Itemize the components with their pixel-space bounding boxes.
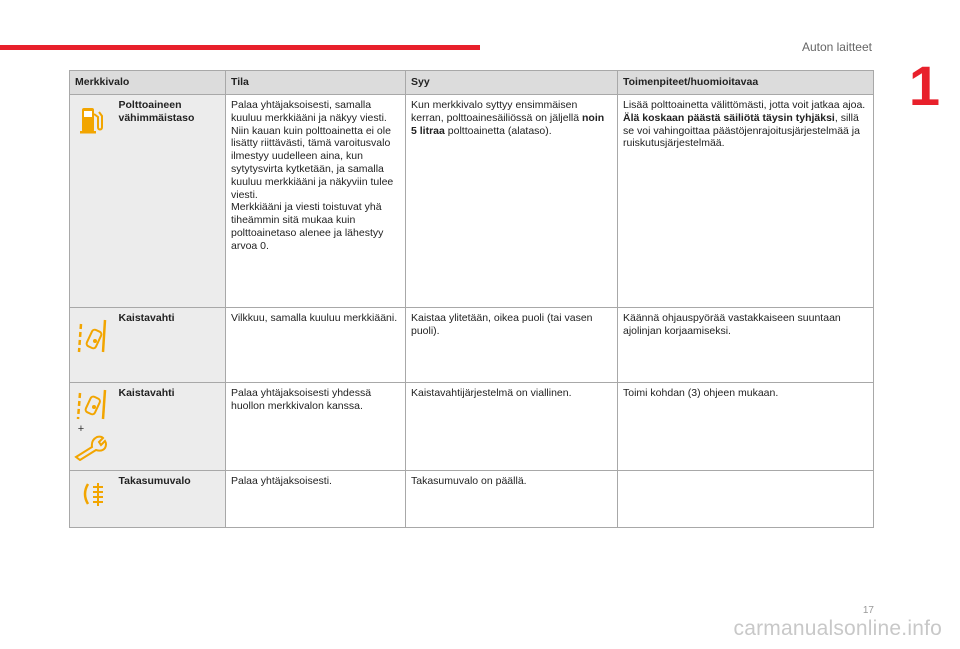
chapter-number: 1 [908, 54, 940, 117]
plus-sign: + [77, 423, 85, 435]
table-header-row [70, 71, 874, 95]
table-row [70, 308, 874, 383]
section-title: Auton laitteet [801, 40, 872, 54]
fuel-pump-icon [79, 105, 105, 139]
cause-cell [406, 95, 618, 308]
table-row [70, 471, 874, 528]
column-header-syy: Syy [406, 71, 618, 95]
cause-cell: Takasumuvalo on päällä. [406, 471, 618, 528]
cause-text-end: polttoainetta (alataso). [444, 124, 552, 137]
warning-lights-table [69, 70, 874, 528]
lane-departure-icon [76, 318, 108, 360]
lane-departure-service-icon [74, 389, 110, 465]
cause-bold-text: noin 5 litraa [411, 111, 605, 137]
state-cell: Palaa yhtäjaksoisesti yhdessä huollon merkkivalon kanssa. [226, 383, 406, 471]
action-text: Lisää polttoainetta välittömästi, jotta voit jatkaa ajoa. [623, 99, 866, 111]
action-cell [618, 471, 874, 528]
red-header-bar [0, 45, 480, 50]
state-cell: Palaa yhtäjaksoisesti. [226, 471, 406, 528]
action-cell: Käännä ohjauspyörää vastakkaiseen suuntaan ajolinjan korjaamiseksi. [618, 308, 874, 383]
light-name: Polttoaineen vähimmäistaso [114, 95, 226, 308]
icon-cell [70, 95, 114, 308]
column-header-tila: Tila [226, 71, 406, 95]
cause-cell: Kaistavahtijärjestelmä on viallinen. [406, 383, 618, 471]
action-cell: Toimi kohdan (3) ohjeen mukaan. [618, 383, 874, 471]
table-row [70, 95, 874, 308]
watermark: carmanualsonline.info [733, 617, 942, 640]
state-cell: Palaa yhtäjaksoisesti, samalla kuuluu merkkiääni ja näkyy viesti. Niin kauan kuin polttoainetta ei ole lisätty riittävästi, tämä varoitusvalo ilmestyy uudelleen aina, kun sytytysvirta kytketään, ja samalla kuuluu merkkiääni ja näkyviin tulee viesti. Merkkiääni ja viesti toistuvat yhä tiheämmin sitä mukaa kuin polttoainetaso alenee ja lähestyy arvoa 0. [226, 95, 406, 308]
light-name: Kaistavahti [114, 383, 226, 471]
action-cell [618, 95, 874, 308]
action-text-end: , sillä se voi vahingoittaa päästöjenrajoitusjärjestelmää ja ruiskutusjärjestelmää. [623, 111, 860, 150]
column-header-toimenpiteet: Toimenpiteet/huomioitavaa [618, 71, 874, 95]
state-cell: Vilkkuu, samalla kuuluu merkkiääni. [226, 308, 406, 383]
table-row [70, 383, 874, 471]
action-bold-text: Älä koskaan päästä säiliötä täysin tyhjäksi [623, 111, 835, 124]
page-number: 17 [862, 605, 874, 616]
cause-text: Kun merkkivalo syttyy ensimmäisen kerran, polttoainesäiliössä on jäljellä [411, 99, 583, 124]
icon-cell [70, 308, 114, 383]
cause-cell: Kaistaa ylitetään, oikea puoli (tai vasen puoli). [406, 308, 618, 383]
column-header-merkkivalo: Merkkivalo [70, 71, 226, 95]
rear-fog-light-icon [78, 481, 106, 511]
icon-cell [70, 383, 114, 471]
light-name: Takasumuvalo [114, 471, 226, 528]
icon-cell [70, 471, 114, 528]
light-name: Kaistavahti [114, 308, 226, 383]
